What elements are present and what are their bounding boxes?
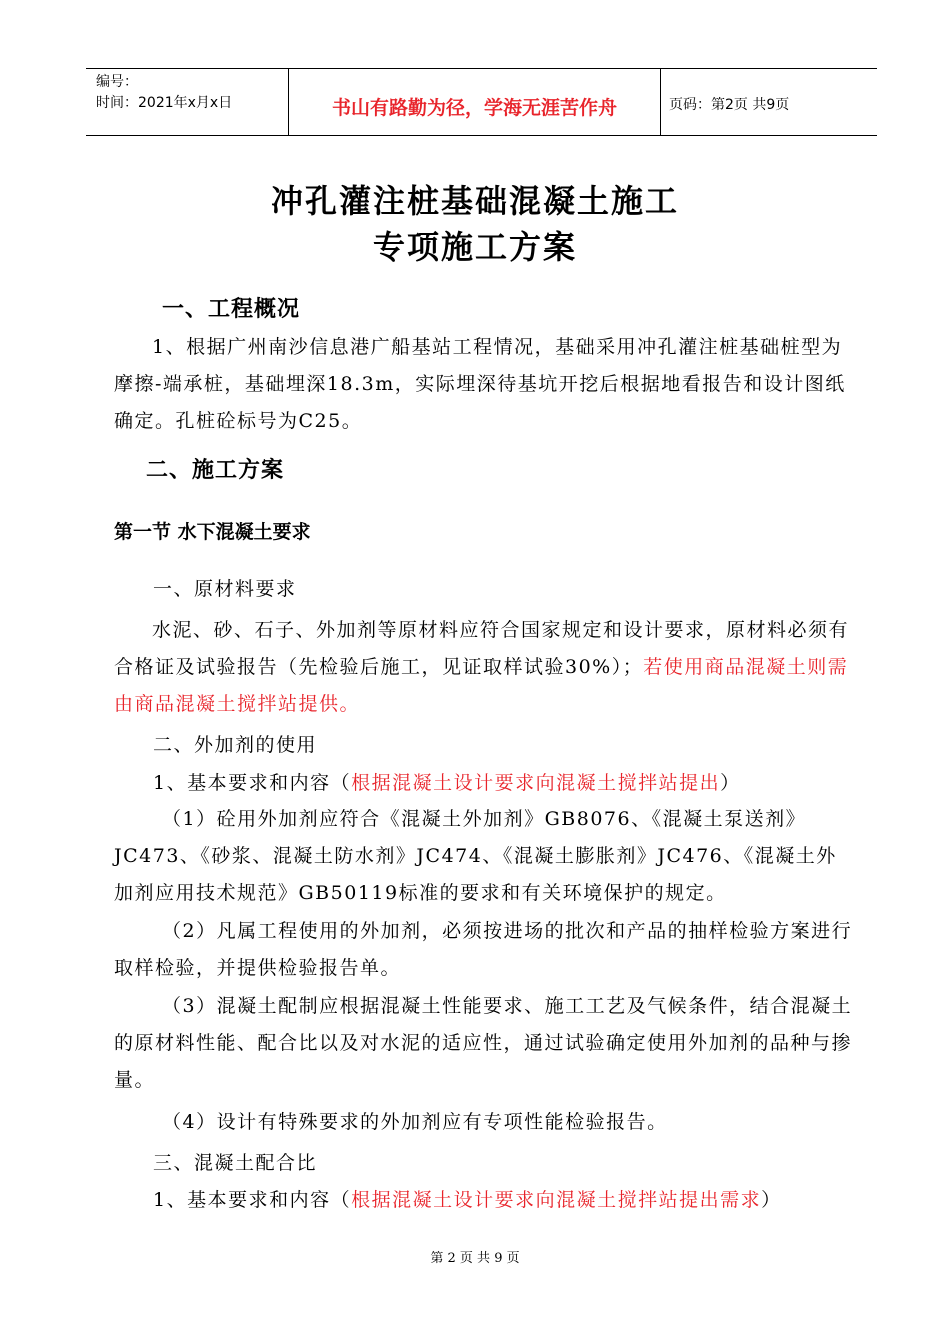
admixture-item1-red: 根据混凝土设计要求向混凝土搅拌站提出	[351, 772, 721, 794]
mix-ratio-item1-red: 根据混凝土设计要求向混凝土搅拌站提出需求	[351, 1189, 762, 1211]
raw-material-paragraph	[114, 612, 854, 723]
doc-date: 时间：2021年x月x日	[96, 95, 233, 111]
mix-ratio-item1	[153, 1182, 853, 1219]
doc-title-line1: 冲孔灌注桩基础混凝土施工	[270, 182, 679, 220]
admixture-para1: （1）砼用外加剂应符合《混凝土外加剂》GB8076、《混凝土泵送剂》JC473、《砂浆、混凝土防水剂》JC474、《混凝土膨胀剂》JC476、《混凝土外加剂应用技术规范》GB50119标准的要求和有关环境保护的规定。	[114, 808, 837, 904]
mix-ratio-heading: 三、混凝土配合比	[153, 1152, 318, 1174]
raw-material-text-red: 若使用商品混凝土则需由商品混凝土搅拌站提供。	[114, 656, 849, 715]
section1-heading: 一、工程概况	[162, 297, 301, 322]
raw-material-text: 水泥、砂、石子、外加剂等原材料应符合国家规定和设计要求，原材料必须有合格证及试验报告（先检验后施工，见证取样试验30%）；	[114, 619, 850, 678]
admixture-item1-prefix: 1、基本要求和内容（	[153, 772, 352, 794]
admixture-heading: 二、外加剂的使用	[153, 734, 318, 756]
header-center-cell	[288, 69, 661, 135]
page-header	[86, 68, 877, 136]
admixture-para4: （4）设计有特殊要求的外加剂应有专项性能检验报告。	[162, 1111, 668, 1133]
doc-title-line2: 专项施工方案	[372, 228, 577, 266]
section2-heading: 二、施工方案	[146, 458, 285, 483]
raw-material-heading: 一、原材料要求	[153, 578, 297, 600]
subsection-heading: 第一节 水下混凝土要求	[114, 521, 311, 543]
header-right-cell	[661, 69, 877, 135]
header-page-number: 页码：第2页 共9页	[669, 97, 790, 113]
mix-ratio-item1-prefix: 1、基本要求和内容（	[153, 1189, 352, 1211]
doc-number: 编号：	[96, 74, 138, 90]
header-motto: 书山有路勤为径，学海无涯苦作舟	[331, 97, 617, 119]
admixture-item1	[153, 765, 853, 802]
page-footer: 第 2 页 共 9 页	[430, 1251, 520, 1266]
section1-paragraph: 1、根据广州南沙信息港广船基站工程情况，基础采用冲孔灌注桩基础桩型为摩擦-端承桩，基础埋深18.3m，实际埋深待基坑开挖后根据地看报告和设计图纸确定。孔桩砼标号为C25。	[114, 336, 846, 432]
admixture-item1-suffix: ）	[720, 772, 741, 794]
admixture-para3: （3）混凝土配制应根据混凝土性能要求、施工工艺及气候条件，结合混凝土的原材料性能、配合比以及对水泥的适应性，通过试验确定使用外加剂的品种与掺量。	[114, 995, 853, 1091]
admixture-para2: （2）凡属工程使用的外加剂，必须按进场的批次和产品的抽样检验方案进行取样检验，并提供检验报告单。	[114, 920, 853, 979]
header-left-cell	[86, 69, 288, 135]
mix-ratio-item1-suffix: ）	[761, 1189, 782, 1211]
